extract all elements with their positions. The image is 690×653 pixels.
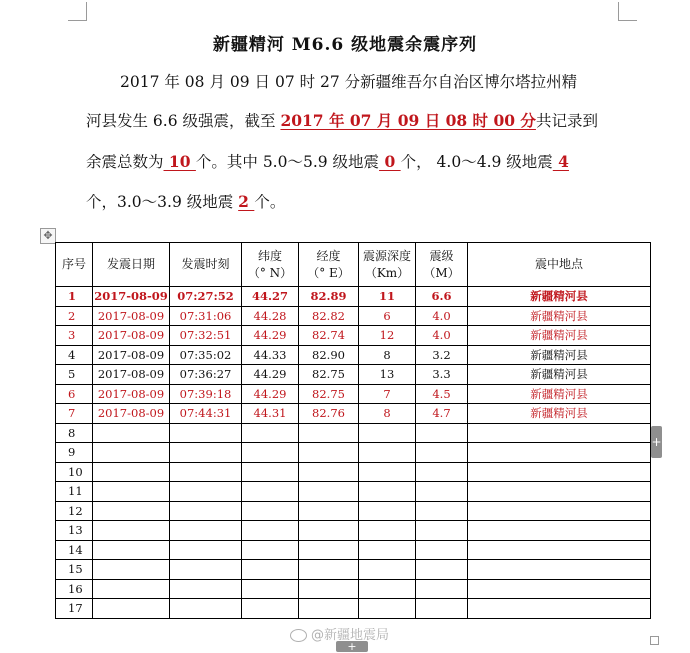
cell-seq: 2 [56, 306, 93, 326]
cell-lon: 82.82 [299, 306, 359, 326]
para4-text-a: 个，3.0～3.9 级地震 [86, 193, 239, 211]
cell-depth: 11 [359, 287, 416, 307]
cell-time [170, 521, 242, 541]
table-row [56, 579, 651, 599]
header-location: 震中地点 [468, 243, 651, 287]
table-row [56, 443, 651, 463]
cell-time [170, 482, 242, 502]
table-row [56, 482, 651, 502]
total-aftershocks-count: 10 [163, 152, 196, 171]
cell-date: 2017-08-09 [93, 326, 170, 346]
cell-lat: 44.29 [242, 365, 299, 385]
cell-lon: 82.89 [299, 287, 359, 307]
cell-date [93, 521, 170, 541]
watermark: @新疆地震局 [290, 624, 389, 643]
cell-date [93, 540, 170, 560]
cutoff-time-highlight: 2017 年 07 月 09 日 08 时 00 分 [280, 111, 536, 130]
para2-text-a: 河县发生 6.6 级强震，截至 [86, 112, 281, 130]
table-row [56, 599, 651, 619]
header-longitude: 经度 （° E） [299, 243, 359, 287]
cell-date [93, 482, 170, 502]
cell-date: 2017-08-09 [93, 345, 170, 365]
cell-location [468, 462, 651, 482]
cell-depth: 13 [359, 365, 416, 385]
header-date: 发震日期 [93, 243, 170, 287]
cell-mag: 3.2 [416, 345, 468, 365]
cell-lat [242, 540, 299, 560]
cell-seq: 4 [56, 345, 93, 365]
cell-lat: 44.31 [242, 404, 299, 424]
cell-depth [359, 423, 416, 443]
cell-lat [242, 579, 299, 599]
cell-lat [242, 462, 299, 482]
cell-lat [242, 423, 299, 443]
cell-seq: 13 [56, 521, 93, 541]
cell-lon: 82.90 [299, 345, 359, 365]
cell-location [468, 501, 651, 521]
cell-mag [416, 501, 468, 521]
cell-depth [359, 560, 416, 580]
cell-time: 07:31:06 [170, 306, 242, 326]
cell-mag [416, 521, 468, 541]
cell-date [93, 560, 170, 580]
cell-location: 新疆精河县 [468, 404, 651, 424]
cell-lon: 82.75 [299, 384, 359, 404]
cell-lon [299, 560, 359, 580]
cell-depth: 7 [359, 384, 416, 404]
crop-mark-top-right [618, 2, 637, 21]
cell-lon [299, 423, 359, 443]
table-row [56, 384, 651, 404]
cell-time [170, 540, 242, 560]
para2-text-b: 共记录到 [535, 112, 598, 130]
table-row [56, 306, 651, 326]
cell-time [170, 423, 242, 443]
cell-date [93, 579, 170, 599]
cell-lon [299, 579, 359, 599]
cell-location [468, 443, 651, 463]
table-row [56, 521, 651, 541]
cell-depth [359, 540, 416, 560]
cell-lon [299, 501, 359, 521]
header-latitude: 纬度 （° N） [242, 243, 299, 287]
cell-seq: 10 [56, 462, 93, 482]
cell-date [93, 443, 170, 463]
header-magnitude: 震级 （M） [416, 243, 468, 287]
move-arrows-icon[interactable]: ✥ [40, 228, 56, 244]
cell-depth: 6 [359, 306, 416, 326]
cell-depth [359, 482, 416, 502]
para3-text-c: 个， 4.0～4.9 级地震 [400, 153, 553, 171]
cell-seq: 6 [56, 384, 93, 404]
cell-date [93, 501, 170, 521]
table-row [56, 501, 651, 521]
paragraph-line-4 [86, 192, 626, 212]
table-row [56, 540, 651, 560]
cell-time [170, 579, 242, 599]
cell-location [468, 482, 651, 502]
table-resize-handle[interactable] [650, 636, 659, 645]
table-header-row [56, 243, 651, 287]
cell-date [93, 462, 170, 482]
cell-location: 新疆精河县 [468, 345, 651, 365]
weibo-logo-icon [290, 629, 307, 642]
cell-seq: 17 [56, 599, 93, 619]
cell-lat [242, 482, 299, 502]
header-seq: 序号 [56, 243, 93, 287]
cell-lat [242, 521, 299, 541]
cell-lon: 82.74 [299, 326, 359, 346]
cell-lat: 44.29 [242, 384, 299, 404]
cell-depth [359, 462, 416, 482]
cell-location: 新疆精河县 [468, 365, 651, 385]
count-m3-range: 2 [238, 192, 255, 211]
cell-depth: 8 [359, 345, 416, 365]
cell-lat [242, 443, 299, 463]
cell-location: 新疆精河县 [468, 306, 651, 326]
cell-time: 07:39:18 [170, 384, 242, 404]
cell-depth [359, 501, 416, 521]
cell-seq: 8 [56, 423, 93, 443]
cell-time: 07:36:27 [170, 365, 242, 385]
table-row [56, 462, 651, 482]
cell-date: 2017-08-09 [93, 365, 170, 385]
cell-depth: 12 [359, 326, 416, 346]
aftershock-table [55, 242, 651, 619]
cell-lon [299, 443, 359, 463]
cell-lon [299, 599, 359, 619]
cell-lat: 44.28 [242, 306, 299, 326]
cell-mag [416, 443, 468, 463]
para3-text-b: 个。其中 5.0～5.9 级地震 [195, 153, 380, 171]
cell-time [170, 462, 242, 482]
para4-text-b: 个。 [254, 193, 286, 211]
cell-time [170, 501, 242, 521]
cell-location: 新疆精河县 [468, 384, 651, 404]
cell-mag [416, 540, 468, 560]
cell-time [170, 560, 242, 580]
table-row [56, 560, 651, 580]
cell-mag: 4.0 [416, 306, 468, 326]
cell-mag [416, 599, 468, 619]
cell-seq: 11 [56, 482, 93, 502]
cell-depth [359, 521, 416, 541]
cell-lon [299, 482, 359, 502]
table-row [56, 423, 651, 443]
para3-text-a: 余震总数为 [86, 153, 164, 171]
table-row [56, 365, 651, 385]
cell-lon [299, 462, 359, 482]
cell-date [93, 423, 170, 443]
cell-seq: 16 [56, 579, 93, 599]
cell-lon: 82.75 [299, 365, 359, 385]
cell-depth [359, 599, 416, 619]
cell-mag: 4.7 [416, 404, 468, 424]
table-row [56, 345, 651, 365]
cell-location [468, 579, 651, 599]
cell-lat: 44.27 [242, 287, 299, 307]
cell-date [93, 599, 170, 619]
cell-mag: 3.3 [416, 365, 468, 385]
cell-depth [359, 443, 416, 463]
cell-lat [242, 501, 299, 521]
cell-location: 新疆精河县 [468, 287, 651, 307]
cell-seq: 14 [56, 540, 93, 560]
cell-lat: 44.29 [242, 326, 299, 346]
cell-seq: 1 [56, 287, 93, 307]
cell-date: 2017-08-09 [93, 404, 170, 424]
table-row [56, 326, 651, 346]
cell-time [170, 599, 242, 619]
cell-seq: 12 [56, 501, 93, 521]
cell-time: 07:44:31 [170, 404, 242, 424]
cell-lat: 44.33 [242, 345, 299, 365]
table-row [56, 287, 651, 307]
cell-depth [359, 579, 416, 599]
crop-mark-top-left [68, 2, 87, 21]
cell-seq: 15 [56, 560, 93, 580]
cell-seq: 7 [56, 404, 93, 424]
cell-location [468, 560, 651, 580]
cell-location: 新疆精河县 [468, 326, 651, 346]
add-row-button[interactable]: + [336, 641, 368, 652]
cell-lon [299, 540, 359, 560]
header-depth: 震源深度 （Km） [359, 243, 416, 287]
cell-lon: 82.76 [299, 404, 359, 424]
cell-mag [416, 423, 468, 443]
paragraph-line-2 [86, 111, 626, 131]
cell-date: 2017-08-09 [93, 306, 170, 326]
table-row [56, 404, 651, 424]
cell-lon [299, 521, 359, 541]
cell-mag [416, 462, 468, 482]
cell-time: 07:32:51 [170, 326, 242, 346]
cell-mag: 4.0 [416, 326, 468, 346]
document-title: 新疆精河 M6.6 级地震余震序列 [212, 35, 478, 55]
cell-lat [242, 560, 299, 580]
cell-date: 2017-08-09 [93, 287, 170, 307]
cell-seq: 5 [56, 365, 93, 385]
cell-mag [416, 560, 468, 580]
cell-mag [416, 579, 468, 599]
para1-text: 2017 年 08 月 09 日 07 时 27 分新疆维吾尔自治区博尔塔拉州精 [120, 73, 578, 91]
count-m5-range: 0 [379, 152, 401, 171]
header-time: 发震时刻 [170, 243, 242, 287]
cell-mag [416, 482, 468, 502]
count-m4-range: 4 [552, 152, 569, 171]
cell-mag: 4.5 [416, 384, 468, 404]
paragraph-line-3 [86, 152, 626, 172]
cell-time: 07:35:02 [170, 345, 242, 365]
cell-location [468, 540, 651, 560]
cell-date: 2017-08-09 [93, 384, 170, 404]
add-column-button[interactable]: + [651, 426, 662, 458]
cell-seq: 3 [56, 326, 93, 346]
cell-lat [242, 599, 299, 619]
cell-depth: 8 [359, 404, 416, 424]
cell-time [170, 443, 242, 463]
cell-location [468, 423, 651, 443]
cell-mag: 6.6 [416, 287, 468, 307]
cell-seq: 9 [56, 443, 93, 463]
cell-location [468, 599, 651, 619]
paragraph-line-1 [86, 72, 626, 92]
cell-location [468, 521, 651, 541]
cell-time: 07:27:52 [170, 287, 242, 307]
